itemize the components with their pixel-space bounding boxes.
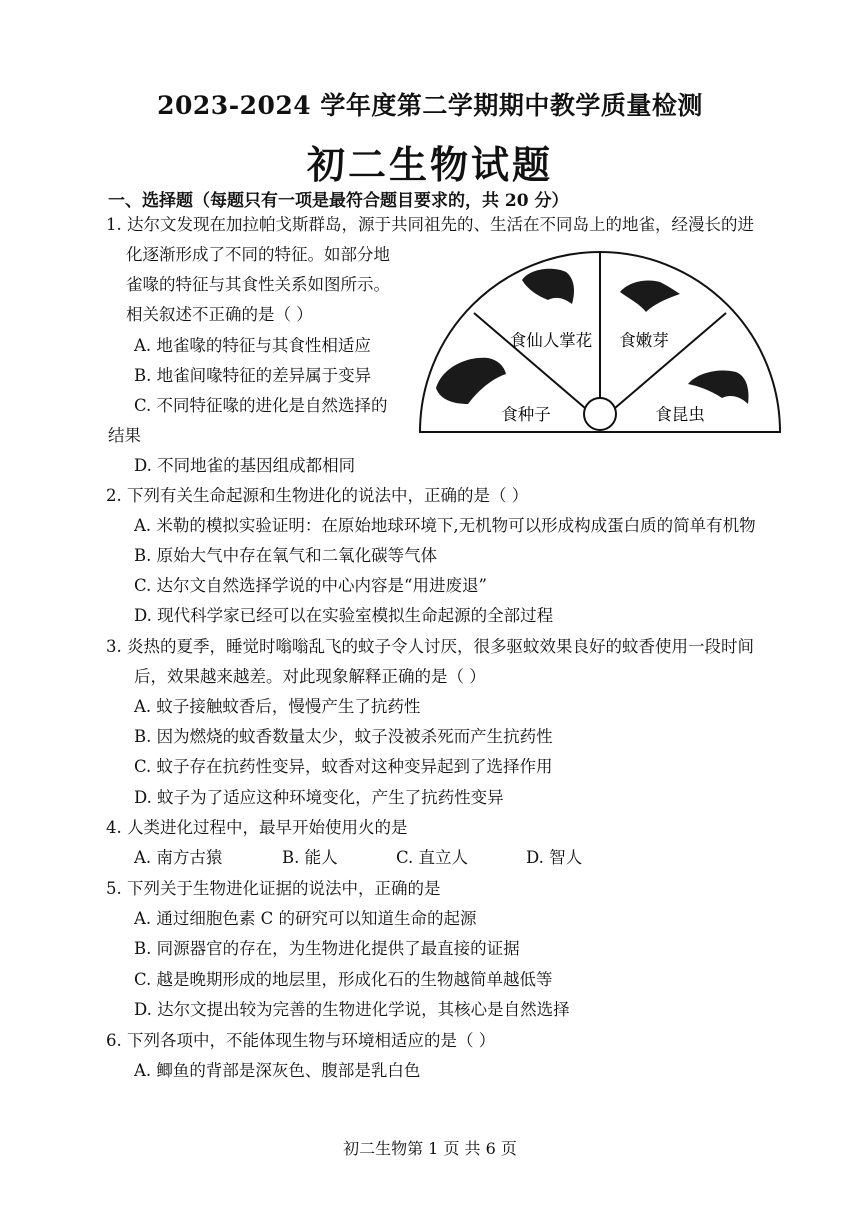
question-2-stem: 2. 下列有关生命起源和生物进化的说法中，正确的是（ ） (106, 486, 529, 505)
question-1-option-b: B. 地雀间喙特征的差异属于变异 (134, 366, 372, 385)
seed-finch-beak-icon (436, 358, 506, 404)
question-5-stem: 5. 下列关于生物进化证据的说法中，正确的是 (106, 879, 441, 898)
exam-title: 2023-2024 学年度第二学期期中教学质量检测 (157, 91, 703, 120)
label-cactus: 食仙人掌花 (509, 331, 593, 350)
question-5-option-a: A. 通过细胞色素 C 的研究可以知道生命的起源 (134, 909, 477, 928)
question-4-option-d: D. 智人 (526, 848, 583, 867)
label-insect: 食昆虫 (655, 405, 705, 424)
question-3-stem: 3. 炎热的夏季，睡觉时嗡嗡乱飞的蚊子令人讨厌，很多驱蚊效果良好的蚊香使用一段时间 (106, 637, 754, 656)
label-bud: 食嫩芽 (619, 331, 669, 350)
question-2-option-d: D. 现代科学家已经可以在实验室模拟生命起源的全部过程 (134, 606, 554, 625)
question-3-option-c: C. 蚊子存在抗药性变异，蚊香对这种变异起到了选择作用 (134, 757, 553, 776)
question-3-stem-cont: 后，效果越来越差。对此现象解释正确的是（ ） (134, 667, 486, 686)
question-4-option-a: A. 南方古猿 (134, 848, 223, 867)
cactus-finch-beak-icon (522, 269, 574, 304)
question-5-option-c: C. 越是晚期形成的地层里，形成化石的生物越简单越低等 (134, 970, 553, 989)
page-footer: 初二生物第 1 页 共 6 页 (343, 1139, 517, 1158)
subject-title: 初二生物试题 (306, 142, 553, 187)
question-1-option-a: A. 地雀喙的特征与其食性相适应 (134, 336, 371, 355)
question-1-option-c: C. 不同特征喙的进化是自然选择的 (134, 396, 388, 415)
question-5-option-b: B. 同源器官的存在，为生物进化提供了最直接的证据 (134, 939, 520, 958)
question-1-stem-cont: 化逐渐形成了不同的特征。如部分地 (126, 245, 390, 264)
question-3-option-a: A. 蚊子接触蚊香后，慢慢产生了抗药性 (134, 697, 421, 716)
question-2-option-c: C. 达尔文自然选择学说的中心内容是“用进废退” (134, 576, 487, 595)
question-4-stem: 4. 人类进化过程中，最早开始使用火的是 (106, 818, 408, 837)
question-1-stem: 1. 达尔文发现在加拉帕戈斯群岛，源于共同祖先的、生活在不同岛上的地雀，经漫长的进 (106, 215, 754, 234)
section-heading: 一、选择题（每题只有一项是最符合题目要求的，共 20 分） (108, 191, 569, 211)
question-3-option-b: B. 因为燃烧的蚊香数量太少，蚊子没被杀死而产生抗药性 (134, 727, 553, 746)
question-1-stem-cont: 相关叙述不正确的是（ ） (126, 305, 313, 324)
insect-finch-beak-icon (688, 371, 749, 405)
finch-beak-diagram (414, 238, 786, 438)
question-2-option-b: B. 原始大气中存在氧气和二氧化碳等气体 (134, 546, 438, 565)
question-2-option-a: A. 米勒的模拟实验证明：在原始地球环境下,无机物可以形成构成蛋白质的简单有机物 (134, 516, 756, 535)
question-1-option-c-cont: 结果 (108, 426, 141, 445)
center-circle (584, 398, 616, 430)
question-4-option-c: C. 直立人 (396, 848, 469, 867)
question-1-option-d: D. 不同地雀的基因组成都相同 (134, 456, 356, 475)
label-seed: 食种子 (501, 405, 551, 424)
bud-finch-beak-icon (620, 280, 680, 312)
question-6-stem: 6. 下列各项中，不能体现生物与环境相适应的是（ ） (106, 1031, 496, 1050)
question-1-stem-cont: 雀喙的特征与其食性关系如图所示。 (126, 275, 390, 294)
question-4-option-b: B. 能人 (282, 848, 338, 867)
question-5-option-d: D. 达尔文提出较为完善的生物进化学说，其核心是自然选择 (134, 1000, 570, 1019)
question-6-option-a: A. 鲫鱼的背部是深灰色、腹部是乳白色 (134, 1061, 421, 1080)
question-3-option-d: D. 蚊子为了适应这种环境变化，产生了抗药性变异 (134, 788, 504, 807)
